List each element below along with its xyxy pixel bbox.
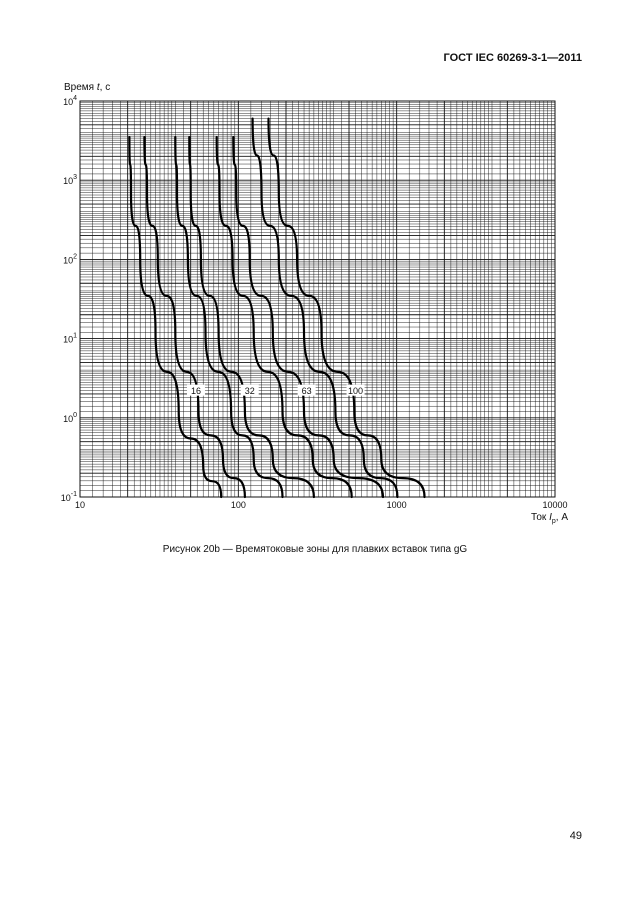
y-tick-label: $10^3$ xyxy=(63,174,77,187)
axis-ticks xyxy=(61,95,568,510)
y-tick-label: $10^{-1}$ xyxy=(60,491,77,503)
y-axis-label-var: t xyxy=(96,82,100,93)
y-tick-label: $10^1$ xyxy=(63,332,77,345)
document-header: ГОСТ IEC 60269-3-1—2011 xyxy=(443,52,582,64)
x-axis-label-suffix: , А xyxy=(555,512,568,523)
y-tick-label: $10^0$ xyxy=(63,411,77,424)
curve-label-100: 100 xyxy=(348,386,364,397)
y-tick-label: $10^4$ xyxy=(63,95,77,107)
x-tick-label: 10 xyxy=(74,500,86,510)
y-axis-label-prefix: Время xyxy=(64,82,97,93)
x-axis-label-prefix: Ток xyxy=(531,512,550,523)
x-axis-label-var: I xyxy=(549,512,552,523)
y-tick-label: $10^2$ xyxy=(63,253,77,266)
chart-curves xyxy=(129,119,424,497)
page-number: 49 xyxy=(569,830,582,842)
curve-8 xyxy=(269,119,425,497)
x-axis-label-sub: p xyxy=(551,518,556,525)
curve-label-63: 63 xyxy=(301,386,312,397)
x-axis-label xyxy=(531,512,568,525)
curve-label-32: 32 xyxy=(244,386,255,397)
x-tick-label: 1000 xyxy=(386,500,407,510)
y-axis-label xyxy=(64,82,110,93)
curve-label-16: 16 xyxy=(190,386,201,397)
y-axis-label-suffix: , с xyxy=(99,82,111,93)
curve-2 xyxy=(144,137,245,497)
x-tick-label: 100 xyxy=(230,500,246,510)
curve-7 xyxy=(253,119,398,497)
figure-caption: Рисунок 20b — Времятоковые зоны для плавких вставок типа gG xyxy=(162,544,468,555)
x-tick-label: 10000 xyxy=(542,500,568,510)
